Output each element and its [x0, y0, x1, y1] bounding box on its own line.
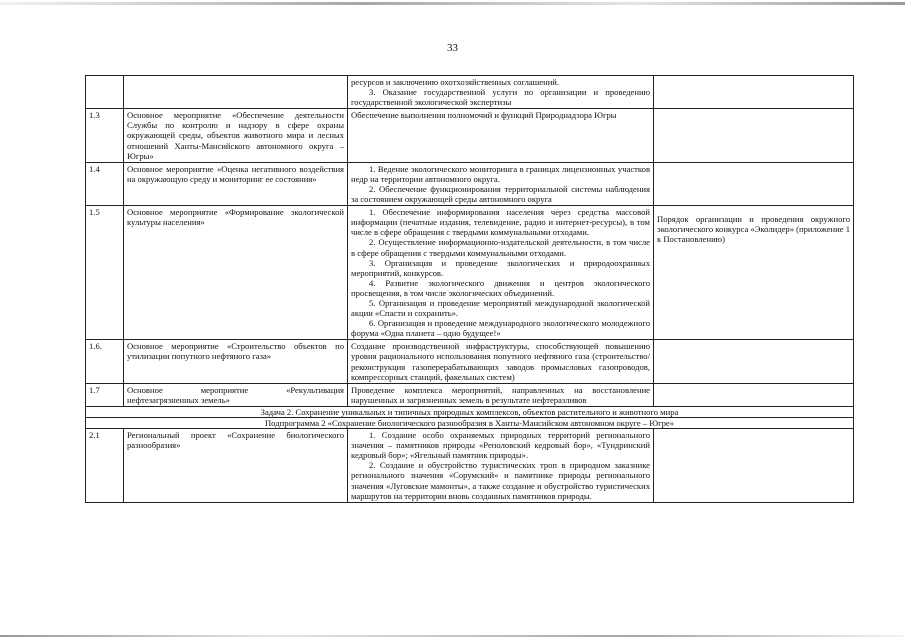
regulatory-document [654, 429, 854, 503]
description-item: ресурсов и заключению охотхозяйственных соглашений. [351, 77, 560, 87]
row-number: 2.1 [86, 429, 124, 503]
row-number: 1.6. [86, 340, 124, 383]
page-number: 33 [447, 42, 458, 54]
table-row [86, 429, 854, 503]
measure-description [348, 109, 654, 162]
description-item: 3. Оказание государственной услуги по организации и проведению государственной экологической экспертизы [351, 87, 650, 108]
table-row [86, 206, 854, 340]
row-number: 1.4 [86, 162, 124, 205]
description-item: Обеспечение выполнения полномочий и функций Природнадзора Югры [351, 110, 617, 121]
measure-name: Основное мероприятие «Формирование экологической культуры населения» [124, 206, 348, 340]
measure-name: Региональный проект «Сохранение биологического разнообразия» [124, 429, 348, 503]
description-item: 1. Ведение экологического мониторинга в границах лицензионных участков недр на территории автономного округа. [351, 163, 650, 184]
table-row [86, 109, 854, 162]
description-item: 1. Обеспечение информирования населения через средства массовой информации (печатные издания, телевидение, радио и интернет-ресурсы), в том числе в сфере обращения с твердыми коммунальными отходами. [351, 207, 650, 238]
table-row [86, 340, 854, 383]
measure-description [348, 429, 654, 503]
measure-description [348, 162, 654, 205]
measure-description [348, 76, 654, 109]
description-item: 2. Создание и обустройство туристических троп в природном заказнике регионального значения «Сорумский» и памятнике природы регионального значения «Луговские мамонты», а также создание и обустройство туристических маршрутов на территории вновь созданных памятников природы. [351, 460, 650, 501]
row-number: 1.7 [86, 383, 124, 406]
measure-description [348, 206, 654, 340]
description-item: 1. Создание особо охраняемых природных территорий регионального значения – памятников природы «Реполовский кедровый бор», «Тундринский кедровый бор»; «Ягельный памятник природы». [351, 430, 650, 461]
table-row [86, 76, 854, 109]
description-item: 4. Развитие экологического движения и центров экологического просвещения, в том числе экологических объединений. [351, 277, 650, 298]
description-item: Проведение комплекса мероприятий, направленных на восстановление нарушенных и загрязненных земель в результате нефтеразливов [351, 384, 650, 405]
measure-name: Основное мероприятие «Строительство объектов по утилизации попутного нефтяного газа» [124, 340, 348, 383]
measure-name: Основное мероприятие «Рекультивация нефтезагрязненных земель» [124, 383, 348, 406]
row-number: 1.3 [86, 109, 124, 162]
measure-name: Основное мероприятие «Оценка негативного воздействия на окружающую среду и мониторинг ее состояния» [124, 162, 348, 205]
subprogram-heading: Подпрограмма 2 «Сохранение биологического разнообразия в Ханты-Мансийском автономном округе – Югре» [86, 418, 854, 429]
measure-name [124, 76, 348, 109]
description-item: 2. Осуществление информационно-издательской деятельности, в том числе в сфере обращения с твердыми коммунальными отходами. [351, 237, 650, 258]
regulatory-document: Порядок организации и проведения окружного экологического конкурса «Эколидер» (приложение 1 к Постановлению) [654, 206, 854, 340]
regulatory-document [654, 383, 854, 406]
regulatory-document [654, 109, 854, 162]
table-row [86, 383, 854, 406]
table-row [86, 418, 854, 429]
row-number: 1.5 [86, 206, 124, 340]
description-item: 6. Организация и проведение международного экологического молодежного форума «Одна планета – одно будущее!» [351, 318, 650, 339]
regulatory-document [654, 162, 854, 205]
row-number [86, 76, 124, 109]
description-item: 3. Организация и проведение экологических и природоохранных мероприятий, конкурсов. [351, 257, 650, 278]
measure-description [348, 383, 654, 406]
table-row [86, 162, 854, 205]
measure-description [348, 340, 654, 383]
description-item: Создание производственной инфраструктуры, способствующей повышению уровня рационального использования попутного нефтяного газа (строительство/реконструкция газоперерабатывающих заводов промысловых газопроводов, компрессорных станций, факельных систем) [351, 341, 650, 382]
measure-name: Основное мероприятие «Обеспечение деятельности Службы по контролю и надзору в сфере охраны окружающей среды, объектов животного мира и лесных отношений Ханты-Мансийского автономного округа – Югры» [124, 109, 348, 162]
regulatory-document [654, 76, 854, 109]
task-heading: Задача 2. Сохранение уникальных и типичных природных комплексов, объектов растительного и животного мира [86, 406, 854, 417]
scan-edge-top [0, 2, 905, 5]
regulatory-document [654, 340, 854, 383]
table-row [86, 406, 854, 417]
description-item: 5. Организация и проведение мероприятий международной экологической акции «Спасти и сохранить». [351, 297, 650, 319]
description-item: 2. Обеспечение функционирования территориальной системы наблюдения за состоянием окружающей среды автономного округа [351, 183, 650, 205]
scan-edge-bottom [0, 635, 905, 637]
measures-table [85, 75, 854, 503]
